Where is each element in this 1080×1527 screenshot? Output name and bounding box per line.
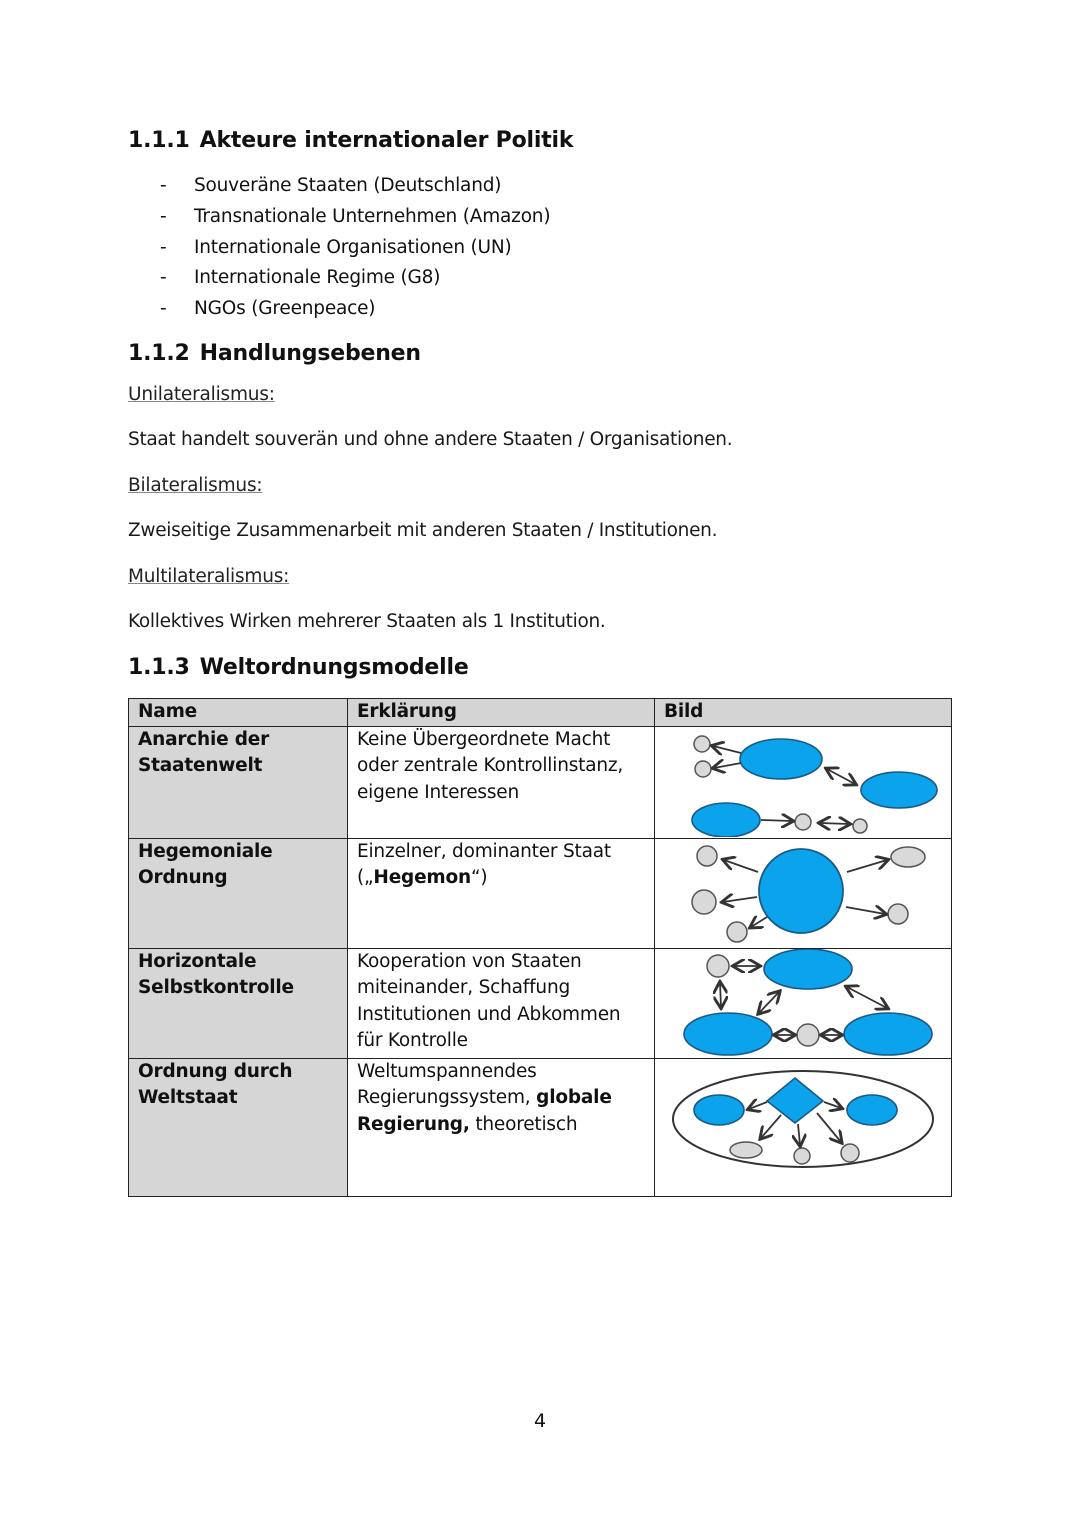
column-header-name: Name — [129, 699, 348, 727]
table-row — [129, 948, 952, 1058]
model-image-cell — [655, 948, 952, 1058]
list-item: - Internationale Regime (G8) — [160, 264, 550, 295]
list-item: - Transnationale Unternehmen (Amazon) — [160, 203, 550, 234]
definition-multilateralismus: Kollektives Wirken mehrerer Staaten als 1 Institution. — [128, 611, 606, 632]
page-number: 4 — [533, 1410, 547, 1432]
bullet-dash: - — [160, 236, 167, 258]
heading-akteure: 1.1.1 Akteure internationaler Politik — [128, 128, 574, 153]
table-row — [129, 1058, 952, 1196]
horizontal-self-control-diagram-icon — [655, 949, 951, 1057]
model-name: Anarchie der Staatenwelt — [129, 726, 348, 838]
term-bilateralismus: Bilateralismus: — [128, 475, 263, 496]
bullet-dash: - — [160, 205, 167, 227]
anarchy-diagram-icon — [655, 727, 951, 837]
bullet-dash: - — [160, 267, 167, 289]
model-explanation: Einzelner, dominanter Staat („Hegemon“) — [348, 838, 655, 948]
actors-list — [160, 172, 550, 326]
list-item: - NGOs (Greenpeace) — [160, 295, 550, 326]
model-name: Ordnung durch Weltstaat — [129, 1058, 348, 1196]
model-image-cell — [655, 838, 952, 948]
hegemony-diagram-icon — [655, 839, 951, 947]
table-row — [129, 838, 952, 948]
model-image-cell — [655, 1058, 952, 1196]
table-row — [129, 726, 952, 838]
model-name: Hegemoniale Ordnung — [129, 838, 348, 948]
definition-unilateralismus: Staat handelt souverän und ohne andere Staaten / Organisationen. — [128, 429, 733, 450]
world-order-table — [128, 698, 952, 1197]
heading-weltordnungsmodelle: 1.1.3 Weltordnungsmodelle — [128, 655, 469, 680]
model-explanation: Keine Übergeordnete Macht oder zentrale Kontrollinstanz, eigene Interessen — [348, 726, 655, 838]
model-image-cell — [655, 726, 952, 838]
heading-handlungsebenen: 1.1.2 Handlungsebenen — [128, 341, 421, 366]
list-item: - Internationale Organisationen (UN) — [160, 234, 550, 265]
list-item: - Souveräne Staaten (Deutschland) — [160, 172, 550, 203]
column-header-bild: Bild — [655, 699, 952, 727]
column-header-erklaerung: Erklärung — [348, 699, 655, 727]
bullet-dash: - — [160, 175, 167, 196]
model-explanation: Weltumspannendes Regierungssystem, globale Regierung, theoretisch — [348, 1058, 655, 1196]
world-state-diagram-icon — [655, 1059, 951, 1195]
term-unilateralismus: Unilateralismus: — [128, 384, 275, 405]
bullet-dash: - — [160, 298, 167, 320]
definition-bilateralismus: Zweiseitige Zusammenarbeit mit anderen Staaten / Institutionen. — [128, 520, 718, 541]
table-header-row — [129, 699, 952, 727]
model-name: Horizontale Selbstkontrolle — [129, 948, 348, 1058]
term-multilateralismus: Multilateralismus: — [128, 566, 290, 587]
model-explanation: Kooperation von Staaten miteinander, Schaffung Institutionen und Abkommen für Kontrolle — [348, 948, 655, 1058]
